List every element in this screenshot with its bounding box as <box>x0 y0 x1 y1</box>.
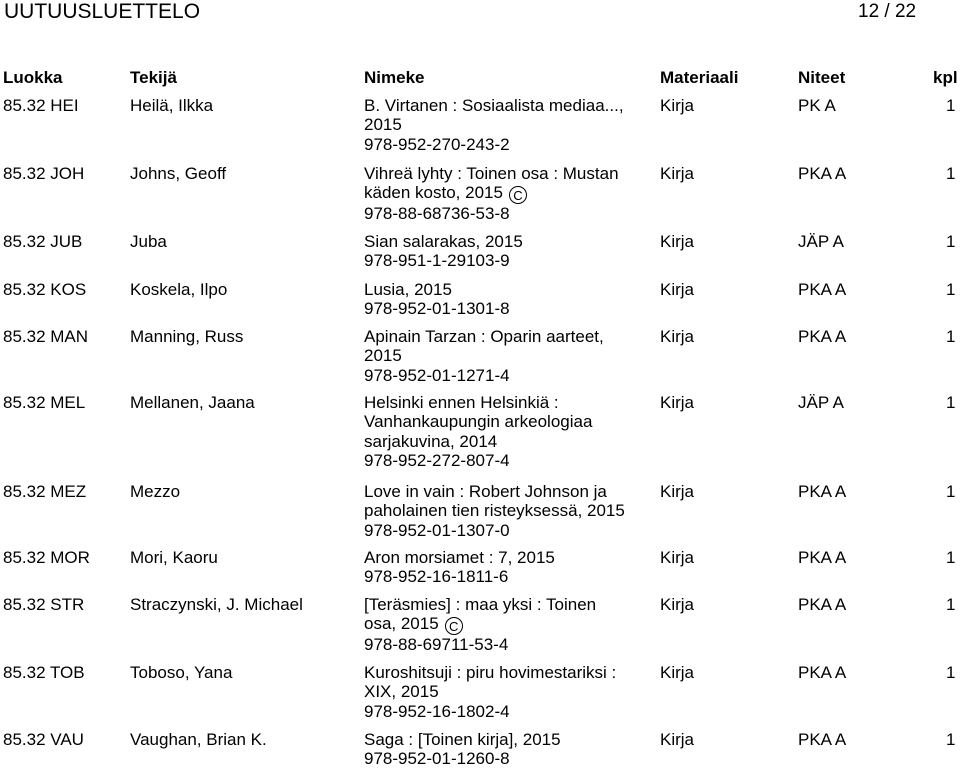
row-tekija: Mellanen, Jaana <box>130 393 255 412</box>
row-tekija: Mezzo <box>130 482 181 501</box>
row-nimeke <box>364 164 654 224</box>
row-tekija: Juba <box>130 232 167 251</box>
row-materiaali: Kirja <box>660 393 695 412</box>
row-title-text: 2015 <box>364 115 402 135</box>
row-nimeke <box>364 663 654 721</box>
row-luokka: 85.32 MEL <box>3 393 86 412</box>
row-kpl: 1 <box>946 164 956 183</box>
row-niteet: PKA A <box>798 280 847 299</box>
row-isbn: 978-88-69711-53-4 <box>364 635 509 655</box>
page-total: 22 <box>894 1 917 22</box>
row-title-text: Lusia, 2015 <box>364 280 452 299</box>
row-materiaali: Kirja <box>660 548 695 567</box>
row-kpl: 1 <box>946 393 956 412</box>
row-kpl: 1 <box>946 663 956 682</box>
row-niteet: PKA A <box>798 327 847 346</box>
row-nimeke <box>364 393 654 470</box>
col-header-niteet: Niteet <box>798 68 846 87</box>
page-current: 12 <box>858 1 880 22</box>
row-tekija: Straczynski, J. Michael <box>130 595 303 614</box>
row-title-text: Aron morsiamet : 7, 2015 <box>364 548 555 567</box>
row-luokka: 85.32 HEI <box>3 96 79 115</box>
row-materiaali: Kirja <box>660 232 695 251</box>
row-title-line <box>364 327 654 346</box>
row-title-text: XIX, 2015 <box>364 682 439 702</box>
row-materiaali: Kirja <box>660 327 695 346</box>
row-tekija: Toboso, Yana <box>130 663 233 682</box>
row-title-line <box>364 595 654 614</box>
row-luokka: 85.32 KOS <box>3 280 87 299</box>
row-title-text: Love in vain : Robert Johnson ja <box>364 482 607 501</box>
row-title-text: Helsinki ennen Helsinkiä : <box>364 393 559 412</box>
row-title-text: Kuroshitsuji : piru hovimestariksi : <box>364 663 617 682</box>
row-luokka: 85.32 MAN <box>3 327 89 346</box>
row-tekija: Manning, Russ <box>130 327 244 346</box>
row-kpl: 1 <box>946 730 956 749</box>
row-materiaali: Kirja <box>660 730 695 749</box>
row-title-text: Vanhankaupungin arkeologiaa <box>364 412 593 432</box>
row-niteet: PKA A <box>798 482 847 501</box>
row-luokka: 85.32 STR <box>3 595 85 614</box>
row-title-line <box>364 346 654 365</box>
row-title-text: Vihreä lyhty : Toinen osa : Mustan <box>364 164 619 183</box>
row-niteet: PKA A <box>798 663 847 682</box>
row-niteet: PK A <box>798 96 836 115</box>
row-kpl: 1 <box>946 595 956 614</box>
row-title-line <box>364 412 654 431</box>
row-luokka: 85.32 VAU <box>3 730 84 749</box>
row-materiaali: Kirja <box>660 595 695 614</box>
row-tekija: Heilä, Ilkka <box>130 96 214 115</box>
row-title-line <box>364 393 654 412</box>
row-niteet: PKA A <box>798 730 847 749</box>
row-nimeke <box>364 280 654 319</box>
row-nimeke <box>364 232 654 271</box>
col-header-tekija: Tekijä <box>130 68 177 87</box>
row-title-line <box>364 730 654 749</box>
row-nimeke <box>364 96 654 154</box>
col-header-materiaali: Materiaali <box>660 68 739 87</box>
row-title-text: sarjakuvina, 2014 <box>364 431 498 451</box>
row-title-text: paholainen tien risteyksessä, 2015 <box>364 501 625 521</box>
row-title-text: Apinain Tarzan : Oparin aarteet, <box>364 327 604 346</box>
catalog-title: UUTUUSLUETTELO <box>4 0 201 23</box>
row-title-line <box>364 183 654 204</box>
row-niteet: PKA A <box>798 595 847 614</box>
row-nimeke <box>364 595 654 655</box>
row-tekija: Vaughan, Brian K. <box>130 730 267 749</box>
row-materiaali: Kirja <box>660 280 695 299</box>
row-title-text: Saga : [Toinen kirja], 2015 <box>364 730 561 749</box>
row-materiaali: Kirja <box>660 663 695 682</box>
page-number <box>858 0 916 24</box>
col-header-luokka: Luokka <box>3 68 63 87</box>
row-isbn: 978-952-16-1802-4 <box>364 701 510 721</box>
row-isbn: 978-952-01-1301-8 <box>364 299 510 319</box>
row-kpl: 1 <box>946 548 956 567</box>
row-isbn: 978-952-01-1260-8 <box>364 749 510 769</box>
row-title-text: B. Virtanen : Sosiaalista mediaa..., <box>364 96 624 115</box>
row-title-line <box>364 432 654 451</box>
row-nimeke <box>364 482 654 540</box>
row-isbn: 978-951-1-29103-9 <box>364 251 510 271</box>
row-title-line <box>364 164 654 183</box>
row-title-text: [Teräsmies] : maa yksi : Toinen <box>364 595 597 614</box>
row-title-line <box>364 482 654 501</box>
row-luokka: 85.32 JOH <box>3 164 85 183</box>
row-kpl: 1 <box>946 482 956 501</box>
row-tekija: Mori, Kaoru <box>130 548 218 567</box>
row-luokka: 85.32 JUB <box>3 232 83 251</box>
row-isbn: 978-952-16-1811-6 <box>364 567 509 587</box>
row-title-line <box>364 232 654 251</box>
page-separator: / <box>884 1 890 22</box>
row-nimeke <box>364 548 654 587</box>
row-isbn: 978-952-01-1271-4 <box>364 365 510 385</box>
row-title-text: Sian salarakas, 2015 <box>364 232 523 251</box>
row-kpl: 1 <box>946 280 956 299</box>
row-isbn: 978-952-272-807-4 <box>364 450 510 470</box>
row-luokka: 85.32 MEZ <box>3 482 87 501</box>
row-nimeke <box>364 730 654 769</box>
row-isbn: 978-88-68736-53-8 <box>364 204 510 224</box>
col-header-nimeke: Nimeke <box>364 68 425 87</box>
row-niteet: JÄP A <box>798 393 844 412</box>
row-materiaali: Kirja <box>660 482 695 501</box>
row-title-line <box>364 548 654 567</box>
row-title-text: käden kosto, 2015 <box>364 183 503 203</box>
row-kpl: 1 <box>946 232 956 251</box>
row-luokka: 85.32 TOB <box>3 663 85 682</box>
row-tekija: Koskela, Ilpo <box>130 280 228 299</box>
row-tekija: Johns, Geoff <box>130 164 227 183</box>
row-kpl: 1 <box>946 96 956 115</box>
row-isbn: 978-952-01-1307-0 <box>364 520 510 540</box>
row-kpl: 1 <box>946 327 956 346</box>
row-title-line <box>364 663 654 682</box>
row-materiaali: Kirja <box>660 164 695 183</box>
row-title-line <box>364 614 654 635</box>
row-title-line <box>364 280 654 299</box>
copyright-icon: C <box>509 186 527 204</box>
row-luokka: 85.32 MOR <box>3 548 90 567</box>
row-title-line <box>364 501 654 520</box>
row-title-text: 2015 <box>364 346 402 366</box>
row-title-line <box>364 115 654 134</box>
row-materiaali: Kirja <box>660 96 695 115</box>
row-niteet: PKA A <box>798 164 847 183</box>
row-nimeke <box>364 327 654 385</box>
copyright-icon: C <box>445 617 463 635</box>
row-isbn: 978-952-270-243-2 <box>364 134 510 154</box>
row-title-line <box>364 682 654 701</box>
col-header-kpl: kpl <box>933 68 958 87</box>
row-title-text: osa, 2015 <box>364 614 439 634</box>
row-niteet: PKA A <box>798 548 847 567</box>
row-title-line <box>364 96 654 115</box>
row-niteet: JÄP A <box>798 232 844 251</box>
